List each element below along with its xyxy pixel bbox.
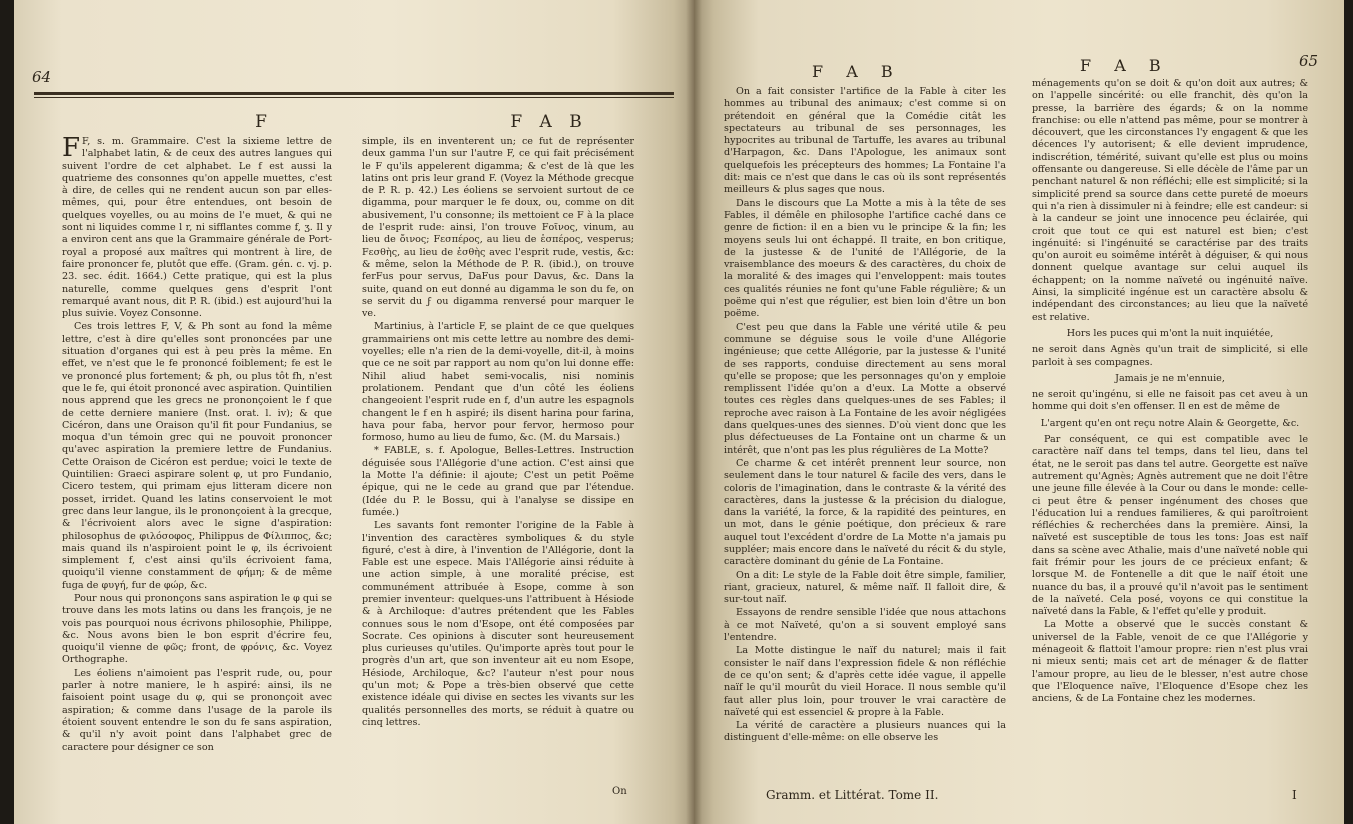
paragraph: Par conséquent, ce qui est compatible avec le caractère naïf dans tel temps, dans tel lieu, dans tel état, ne le seroit pas dans tel autre. Georgette est naïve autrement qu'Agnès; Agnès autrement que ne doit l'être une jeune fille élevée à la Cour ou dans le monde: celle-ci peut être & penser ingénument des choses que l'éducation lui a rendues familieres, & qui paroîtroient réfléchies & recherchées dans la première. Ainsi, la naïveté est susceptible de tous les tons: Joas est naïf dans sa scène avec Athalie, mais d'une naïveté noble qui fait frémir pour les jours de ce précieux enfant; & lorsque M. de Fontenelle a dit que le naïf étoit une nuance du bas, il a prouvé qu'il n'avoit pas le sentiment de la naïveté. Cela posé, voyons ce qui constitue la naïveté dans la Fable, & l'effet qu'elle y produit. (1032, 434, 1308, 618)
verse-quote: L'argent qu'en ont reçu notre Alain & Georgette, &c. (1040, 417, 1300, 429)
paragraph: Les éoliens n'aimoient pas l'esprit rude, ou, pour parler à notre maniere, le h aspiré: ainsi, ils ne faisoient point usage du φ, qui se prononçoit avec aspiration; & comme dans l'usage de la parole ils étoient souvent entendre le son du fe sans aspiration, & qu'il n'y avoit point dans l'alphabet grec de caractere pour désigner ce son (62, 667, 332, 753)
paragraph: Martinius, à l'article F, se plaint de ce que quelques grammairiens ont mis cette lettre au nombre des demi-voyelles; elle n'a rien de la demi-voyelle, dit-il, à moins que ce ne soit par rapport au nom qu'on lui donne effe: Nihil aliud habet semi-vocalis, nisi nominis prolationem. Pendant que d'un côté les éoliens changeoient l'esprit rude en f, d'un autre les espagnols changent le f en h aspiré; ils disent harina pour farina, hava pour faba, hervor pour fervor, hermoso pour formoso, humo au lieu de fumo, &c. (M. du Marsais.) (362, 321, 634, 444)
text-column-2 (1032, 78, 1308, 778)
page-number: 64 (32, 68, 52, 86)
paragraph: Ces trois lettres F, V, & Ph sont au fond la même lettre, c'est à dire qu'elles sont prononcées par une situation d'organes qui est à peu près la même. En effet, ve n'est que le fe prononcé foiblement; fe est le ve prononcé plus fortement; & ph, ou plus tôt fh, n'est que le fe, qui étoit prononcé avec aspiration. Quintilien nous apprend que les grecs ne prononçoient le f que de cette derniere maniere (Inst. orat. l. iv); & que Cicéron, dans une Oraison qu'il fit pour Fundanius, se moqua d'un témoin grec qui ne pouvoit prononcer qu'avec aspiration la premiere lettre de Fundanius. Cette Oraison de Cicéron est perdue; voici le texte de Quintilien: Graeci aspirare solent φ, ut pro Fundanio, Cicero testem, qui primam ejus litteram dicere non posset, irridet. Quand les latins conservoient le mot grec dans leur langue, ils le prononçoient à la grecque, & l'écrivoient alors avec le signe d'aspiration: philosophus de φιλόσοφος, Philippus de Φίλιππος, &c; mais quand ils n'aspiroient point le φ, ils écrivoient simplement f, c'est ainsi qu'ils écrivoient fama, quoiqu'il vienne constamment de φήμη; & de même fuga de φυγή, fur de φώρ, &c. (62, 321, 332, 591)
paragraph: Pour nous qui prononçons sans aspiration le φ qui se trouve dans les mots latins ou dans les françois, je ne vois pas pourquoi nous écrivons philosophie, Philippe, &c. Nous avons bien le bon esprit d'écrire feu, quoiqu'il vienne de φῶς; front, de φρόνις, &c. Voyez Orthographe. (62, 592, 332, 666)
paragraph: simple, ils en inventerent un; ce fut de représenter deux gamma l'un sur l'autre F, ce qui fait précisément le F qu'ils appelerent digamma; & c'est de là que les latins ont pris leur grand F. (Voyez la Méthode grecque de P. R. p. 42.) Les éoliens se servoient surtout de ce digamma, pour marquer le fe doux, ou, comme on dit abusivement, l'u consonne; ils mettoient ce F à la place de l'esprit rude: ainsi, l'on trouve Fοῖνος, vinum, au lieu de ὄινος; Fεσπέρος, au lieu de ἑσπέρος, vesperus; Fεσθὴς, au lieu de ἐσθὴς avec l'esprit rude, vestis, &c: & même, selon la Méthode de P. R. (ibid.), on trouve ferFus pour servus, DaFus pour Davus, &c. Dans la suite, quand on eut donné au digamma le son du fe, on se servit du ϝ ou digamma renversé pour marquer le ve. (362, 136, 634, 320)
signature-line: Gramm. et Littérat. Tome II. (766, 788, 939, 802)
paragraph: La Motte distingue le naïf du naturel; mais il fait consister le naïf dans l'expression fidele & non réfléchie de ce qu'on sent; & d'après cette idée vague, il appelle naïf le qu'il mourût du vieil Horace. Il nous semble qu'il faut aller plus loin, pour trouver le vrai caractère de naïveté qui est essenciel & propre à la Fable. (724, 645, 1006, 718)
paragraph: ne seroit dans Agnès qu'un trait de simplicité, si elle parloit à ses compagnes. (1032, 344, 1308, 368)
page-number: 65 (1299, 52, 1319, 70)
column-head-right: F A B (510, 112, 588, 132)
drop-cap: F (62, 136, 81, 163)
catchword: On (612, 786, 627, 797)
paragraph: ne seroit qu'ingénu, si elle ne faisoit pas cet aveu à un homme qui doit s'en offenser. Il en est de même de (1032, 389, 1308, 413)
book-gutter (686, 0, 702, 824)
signature-mark: I (1292, 788, 1297, 802)
left-page (14, 0, 694, 824)
column-head-left: F (255, 112, 273, 132)
paragraph: La vérité de caractère a plusieurs nuances qui la distinguent d'elle-même: on elle observe les (724, 720, 1006, 744)
paragraph: La Motte a observé que le succès constant & universel de la Fable, venoit de ce que l'Allégorie y ménageoit & flattoit l'amour propre: rien n'est plus vrai ni mieux senti; mais cet art de ménager & de flatter l'amour propre, au lieu de le blesser, n'est autre chose que l'Eloquence naïve, l'Eloquence d'Esope chez les anciens, & de La Fontaine chez les modernes. (1032, 619, 1308, 705)
text-column-1 (724, 86, 1006, 776)
verse-quote: Hors les puces qui m'ont la nuit inquiétée, (1066, 327, 1274, 339)
paragraph: Les savants font remonter l'origine de la Fable à l'invention des caractères symboliques & du style figuré, c'est à dire, à l'invention de l'Allégorie, dont la Fable est une espece. Mais l'Allégorie ainsi réduite à une action simple, à une moralité précise, est communément attribuée à Esope, comme à son premier inventeur: quelques-uns l'attribuent à Hésiode & à Archiloque: d'autres prétendent que les Fables connues sous le nom d'Esope, ont été composées par Socrate. Ces opinions à discuter sont heureusement plus curieuses qu'utiles. Qu'importe après tout pour le progrès d'un art, que son inventeur ait eu nom Esope, Hésiode, Archiloque, &c? l'auteur n'est pour nous qu'un mot; & Pope a très-bien observé que cette existence idéale qui divise en sectes les vivants sur les qualités personnelles des morts, se réduit à quatre ou cinq lettres. (362, 520, 634, 728)
text-column-1 (62, 136, 332, 786)
paragraph: On a fait consister l'artifice de la Fable à citer les hommes au tribunal des animaux; c'est comme si on prétendoit en général que la Comédie citât les spectateurs au tribunal de ses personnages, les hypocrites au tribunal de Tartuffe, les avares au tribunal d'Harpagon, &c. Dans l'Apologue, les animaux sont quelquefois les précepteurs des hommes; La Fontaine l'a dit: mais ce n'est que dans le cas où ils sont représentés meilleurs & plus sages que nous. (724, 86, 1006, 196)
header-rule-thin (34, 97, 674, 98)
verse-quote: Jamais je ne m'ennuie, (1115, 372, 1225, 384)
paragraph: Essayons de rendre sensible l'idée que nous attachons à ce mot Naïveté, qu'on a si souvent employé sans l'entendre. (724, 607, 1006, 644)
paragraph: ménagements qu'on se doit & qu'on doit aux autres; & on l'appelle sincérité: ou elle franchit, dès qu'on la presse, la barrière des égards; & on la nomme franchise: ou elle n'attend pas même, pour se montrer à découvert, que les circonstances l'y engagent & que les décences l'y autorisent; & elle devient imprudence, indiscrétion, témérité, suivant qu'elle est plus ou moins offensante ou dangereuse. Si elle décèle de l'âme par un penchant naturel & non réfléchi; elle est simplicité; si la simplicité prend sa source dans cette pureté de moeurs qui n'a rien à dissimuler ni à feindre; elle est candeur: si à la candeur se joint une innocence peu éclairée, qui croit que tout ce qui est naturel est bien; c'est ingénuité: si l'ingénuité se caractérise par des traits qu'on auroit eu soimême intérêt à déguiser, & qui nous donnent quelque avantage sur celui auquel ils échappent; on la nomme naïveté ou ingénuité naïve. Ainsi, la simplicité ingénue est un caractère absolu & indépendant des circonstances; au lieu que la naïveté est relative. (1032, 78, 1308, 323)
paragraph: Ce charme & cet intérêt prennent leur source, non seulement dans le tour naturel & facile des vers, dans le coloris de l'imagination, dans le contraste & la vérité des caractères, dans la justesse & la précision du dialogue, dans la variété, la force, & la rapidité des peintures, en un mot, dans le génie poétique, don précieux & rare auquel tout l'excédent d'ordre de La Motte n'a jamais pu suppléer; mais encore dans le naïveté du récit & du style, caractère dominant du génie de La Fontaine. (724, 457, 1006, 568)
running-head-left: F A B (812, 62, 902, 81)
header-rule (34, 92, 674, 95)
text-column-2 (362, 136, 634, 776)
paragraph: Dans le discours que La Motte a mis à la tête de ses Fables, il démêle en philosophe l'artifice caché dans ce genre de fiction: il en a bien vu le principe & la fin; les moyens seuls lui ont échappé. Il traite, en bon critique, de la justesse & de l'unité de l'Allégorie, de la vraisemblance des moeurs & des caractères, du choix de la moralité & des images qui l'enveloppent: mais toutes ces qualités réunies ne font qu'une Fable régulière; & un poëme qui n'est que régulier, est bien loin d'être un bon poëme. (724, 197, 1006, 320)
running-head-right: F A B (1080, 56, 1170, 75)
paragraph: C'est peu que dans la Fable une vérité utile & peu commune se déguise sous le voile d'une Allégorie ingénieuse; que cette Allégorie, par la justesse & l'unité de ses rapports, conduise directement au sens moral qu'elle se propose; que les personnages qu'on y emploie remplissent l'idée qu'on a d'eux. La Motte a observé toutes ces règles dans quelques-unes de ses Fables; il reproche avec raison à La Fontaine de les avoir négligées dans quelques-unes des siennes. D'où vient donc que les plus défectueuses de La Fontaine ont un charme & un intérêt, que n'ont pas les plus régulières de La Motte? (724, 321, 1006, 456)
paragraph: F F, s. m. Grammaire. C'est la sixieme lettre de l'alphabet latin, & de ceux des autres langues qui suivent l'ordre de cet alphabet. Le f est aussi la quatrieme des consonnes qu'on appelle muettes, c'est à dire, de celles qui ne rendent aucun son par elles-mêmes, qui, pour être entendues, ont besoin de quelques voyelles, ou au moins de l'e muet, & qui ne sont ni liquides comme l r, ni sifflantes comme f, ʒ. Il y a environ cent ans que la Grammaire générale de Port-royal a proposé aux maîtres qui montrent à lire, de faire prononcer fe, plutôt que effe. (Gram. gén. c. vj. p. 23. sec. édit. 1664.) Cette pratique, qui est la plus naturelle, comme quelques gens d'esprit l'ont remarqué avant nous, dit P. R. (ibid.) est aujourd'hui la plus suivie. Voyez Consonne. (62, 136, 332, 320)
paragraph: * FABLE, s. f. Apologue, Belles-Lettres. Instruction déguisée sous l'Allégorie d'une action. C'est ainsi que la Motte l'a définie: il ajoute; C'est un petit Poëme épique, qui ne le cede au grand que par l'étendue. (Idée du P. le Bossu, qui à l'analyse se dissipe en fumée.) (362, 445, 634, 518)
right-page (694, 0, 1344, 824)
paragraph: On a dit: Le style de la Fable doit être simple, familier, riant, gracieux, naturel, & même naïf. Il falloit dire, & sur-tout naïf. (724, 569, 1006, 606)
